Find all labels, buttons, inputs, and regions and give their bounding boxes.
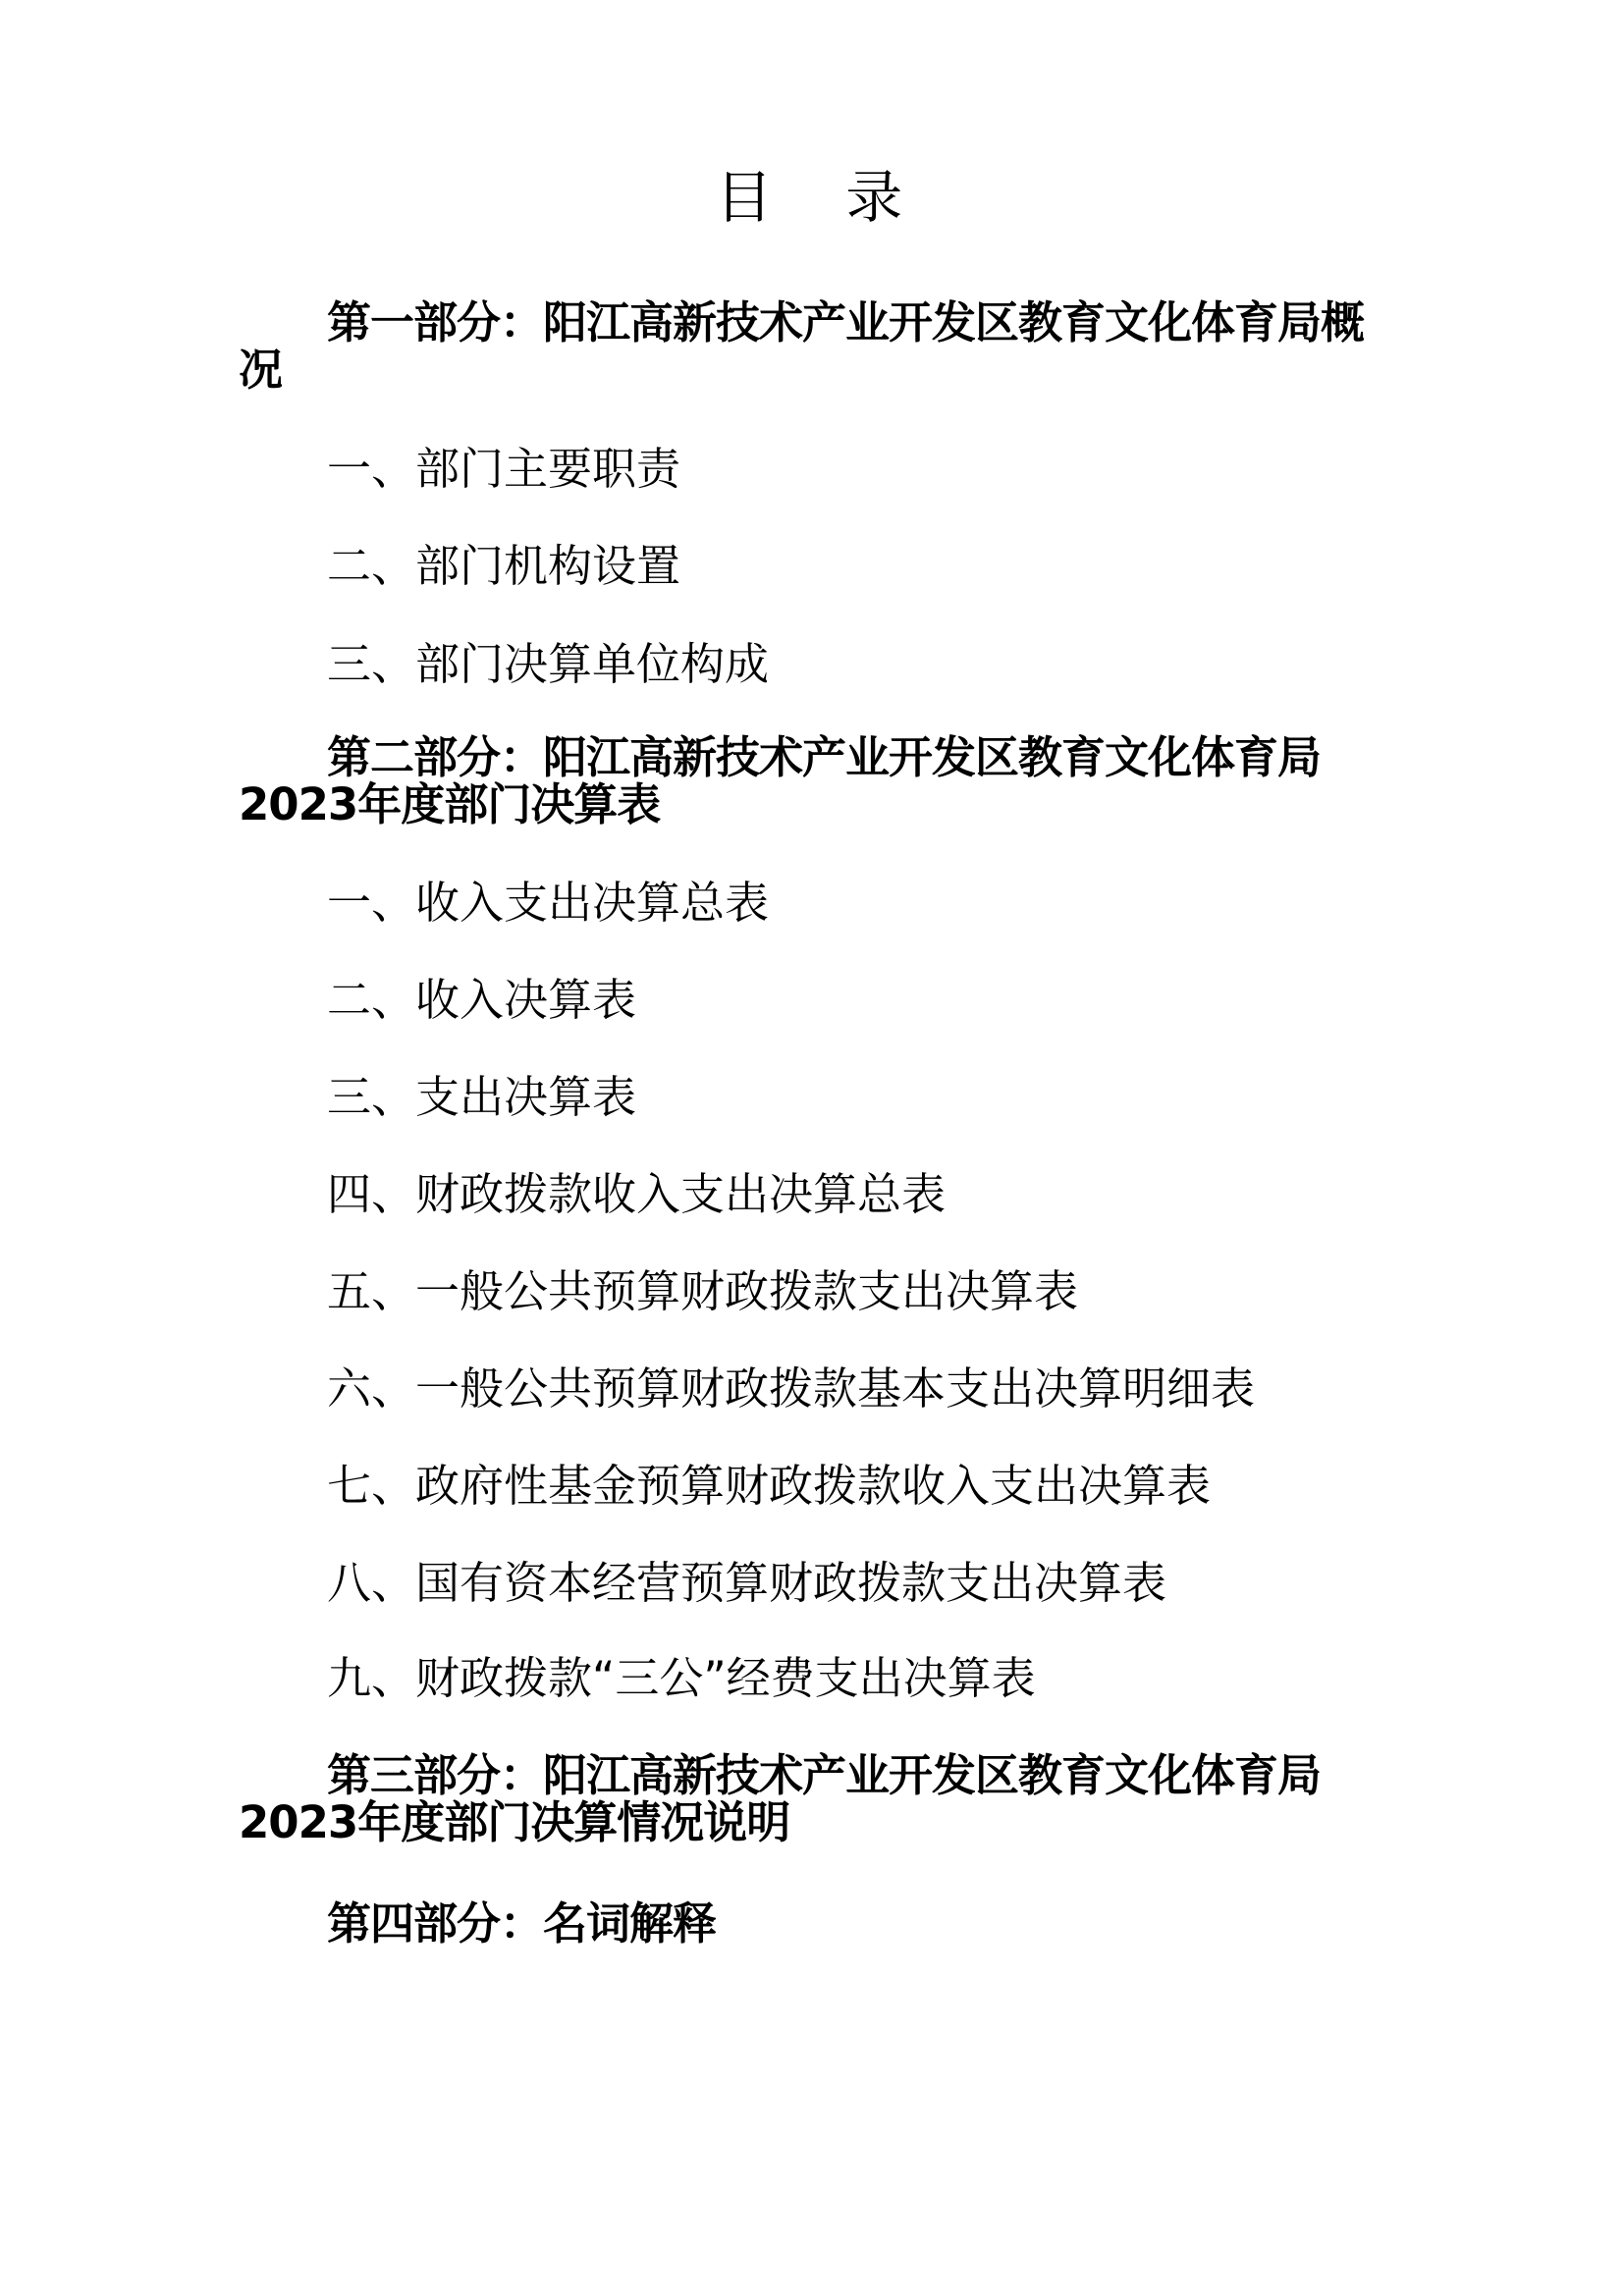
toc-item-part2-9[interactable]: 九、财政拨款“三公”经费支出决算表 (327, 1652, 1036, 1704)
toc-item-part2-3[interactable]: 三、支出决算表 (327, 1071, 637, 1123)
toc-part-3-line-1: 第三部分：阳江高新技术产业开发区教育文化体育局 (327, 1749, 1322, 1801)
toc-part-2-line-1: 第二部分：阳江高新技术产业开发区教育文化体育局 (327, 731, 1322, 783)
toc-item-part2-2[interactable]: 二、收入决算表 (327, 974, 637, 1026)
toc-item-part2-8[interactable]: 八、国有资本经营预算财政拨款支出决算表 (327, 1557, 1167, 1609)
toc-item-part2-7[interactable]: 七、政府性基金预算财政拨款收入支出决算表 (327, 1460, 1212, 1512)
toc-item-part2-1[interactable]: 一、收入支出决算总表 (327, 877, 770, 929)
toc-item-part2-4[interactable]: 四、财政拨款收入支出决算总表 (327, 1168, 947, 1220)
toc-part-1-line-2: 况 (239, 344, 283, 396)
toc-item-part1-2[interactable]: 二、部门机构设置 (327, 540, 681, 592)
toc-part-4-line-1: 第四部分：名词解释 (327, 1897, 717, 1949)
toc-item-part1-1[interactable]: 一、部门主要职责 (327, 443, 681, 495)
toc-part-2-line-2: 2023年度部门决算表 (239, 778, 661, 830)
toc-item-part1-3[interactable]: 三、部门决算单位构成 (327, 638, 770, 690)
toc-part-3-line-2: 2023年度部门决算情况说明 (239, 1796, 790, 1848)
toc-item-part2-6[interactable]: 六、一般公共预算财政拨款基本支出决算明细表 (327, 1362, 1256, 1415)
page-title: 目 录 (715, 164, 931, 231)
toc-item-part2-5[interactable]: 五、一般公共预算财政拨款支出决算表 (327, 1265, 1079, 1317)
toc-part-1-line-1: 第一部分：阳江高新技术产业开发区教育文化体育局概 (327, 296, 1365, 348)
